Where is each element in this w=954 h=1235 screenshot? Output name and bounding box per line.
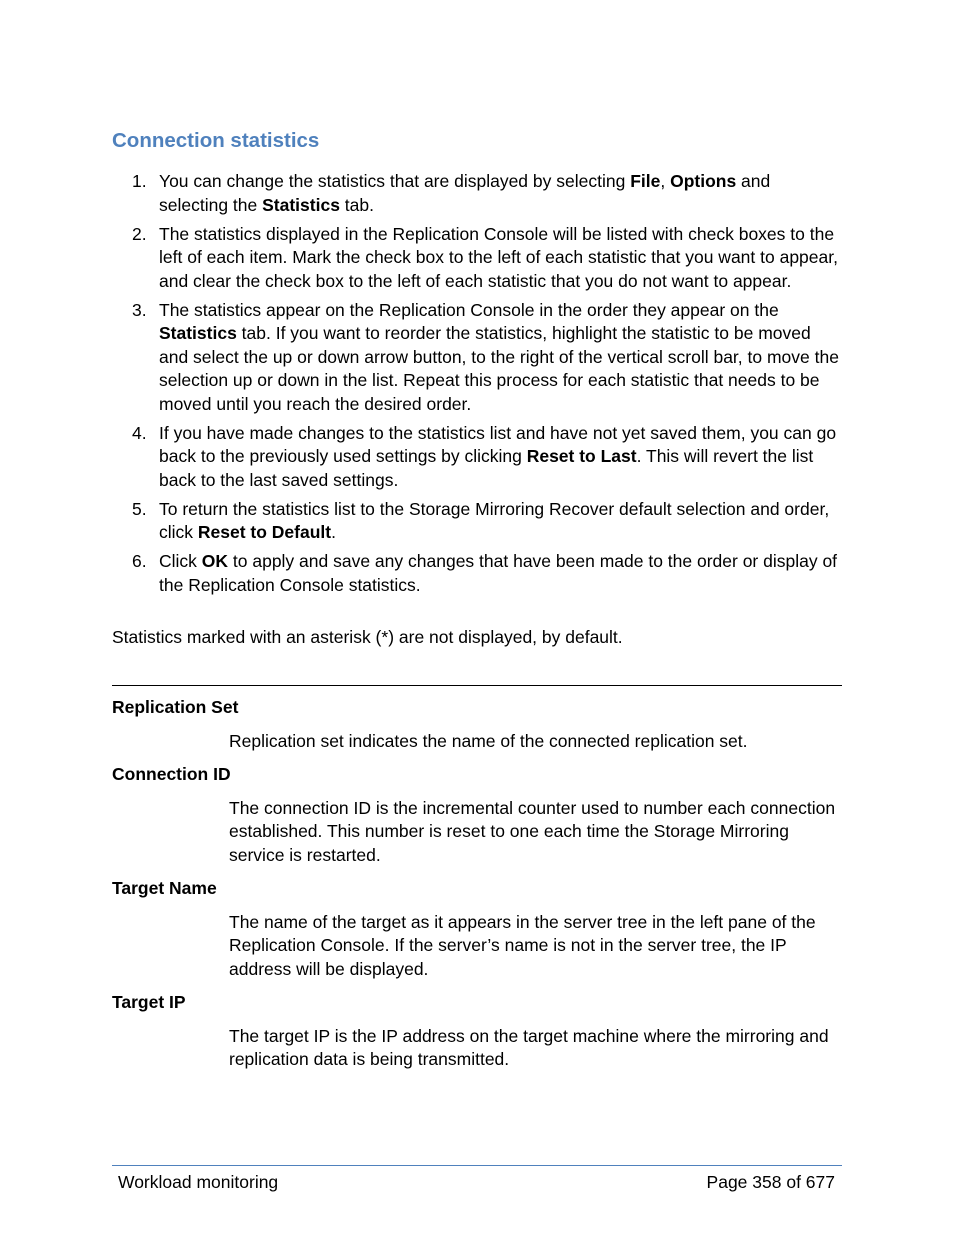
footer-chapter: Workload monitoring: [118, 1172, 279, 1192]
definition-term: Connection ID: [112, 764, 231, 784]
step-item: [112, 550, 842, 597]
step-number: 5.: [132, 498, 147, 519]
step-text: You can change the statistics that are displayed by selecting File, Options and selecting the Statistics tab.: [159, 171, 771, 215]
step-item: [112, 170, 842, 217]
section-divider: [112, 685, 842, 686]
step-number: 1.: [132, 171, 147, 191]
step-text: The statistics displayed in the Replication Console will be listed with check boxes to the left of each item. Mark the check box to the left of each statistic that you want to appear, and clear the check box to the left of each statistic that you do not want to appear.: [159, 223, 838, 291]
definition-description: Replication set indicates the name of the connected replication set.: [229, 730, 748, 751]
step-number: 3.: [132, 299, 147, 320]
step-item: [112, 223, 842, 294]
step-number: 2.: [132, 223, 147, 244]
step-text: Click OK to apply and save any changes that have been made to the order or display of the Replication Console statistics.: [159, 551, 838, 595]
steps-list: [112, 170, 842, 603]
step-item: [112, 299, 842, 417]
asterisk-note: Statistics marked with an asterisk (*) are not displayed, by default.: [112, 627, 623, 647]
step-item: [112, 498, 842, 545]
step-text: If you have made changes to the statistics list and have not yet saved them, you can go back to the previously used settings by clicking Reset to Last. This will revert the list back to the last saved settings.: [159, 422, 837, 490]
definition-term: Replication Set: [112, 697, 239, 717]
definition-description: The target IP is the IP address on the target machine where the mirroring and replication data is being transmitted.: [229, 1025, 829, 1069]
definition-term: Target Name: [112, 878, 217, 898]
step-text: The statistics appear on the Replication Console in the order they appear on the Statistics tab. If you want to reorder the statistics, highlight the statistic to be moved and select the up or down arrow button, to the right of the vertical scroll bar, to move the selection up or down in the list. Repeat this process for each statistic that needs to be moved until you reach the desired order.: [159, 299, 839, 414]
step-text: To return the statistics list to the Storage Mirroring Recover default selection and order, click Reset to Default.: [159, 498, 830, 542]
footer-divider: [112, 1165, 842, 1166]
step-number: 6.: [132, 551, 147, 571]
document-page: [112, 0, 842, 1235]
step-item: [112, 422, 842, 493]
footer-page-number: Page 358 of 677: [706, 1172, 835, 1192]
definition-description: The connection ID is the incremental counter used to number each connection established. This number is reset to one each time the Storage Mirroring service is restarted.: [229, 797, 836, 865]
step-number: 4.: [132, 422, 147, 443]
definition-list: [112, 696, 842, 1082]
definition-description: The name of the target as it appears in the server tree in the left pane of the Replication Console. If the server’s name is not in the server tree, the IP address will be displayed.: [229, 911, 816, 979]
definition-term: Target IP: [112, 992, 186, 1012]
section-title: Connection statistics: [112, 129, 320, 152]
